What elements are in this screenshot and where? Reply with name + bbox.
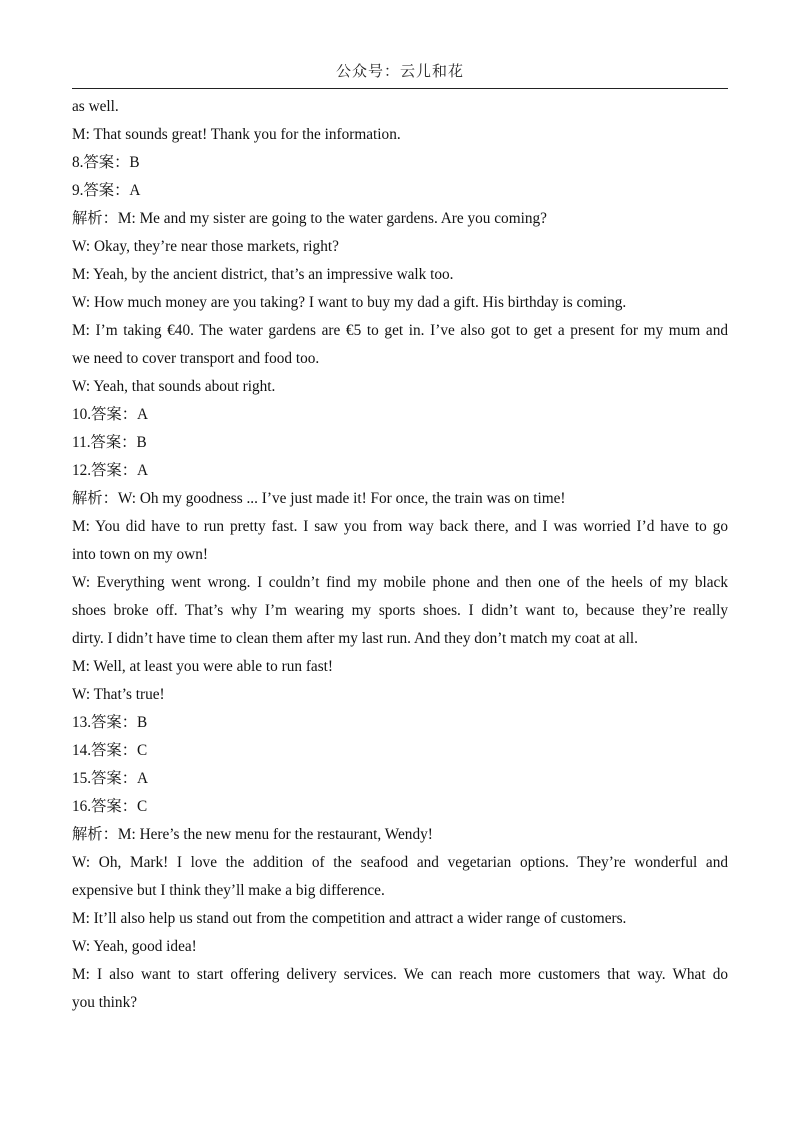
text-line: 16.答案：C	[72, 798, 148, 815]
text-line: W: Yeah, good idea!	[72, 938, 197, 955]
text-line: shoes broke off. That’s why I’m wearing my sports shoes. I didn’t want to, because they’re really	[72, 602, 728, 619]
text-line: 14.答案：C	[72, 742, 148, 759]
text-line: as well.	[72, 98, 119, 115]
text-line: 解析：W: Oh my goodness ... I’ve just made it! For once, the train was on time!	[72, 490, 566, 507]
text-line: M: It’ll also help us stand out from the competition and attract a wider range of customers.	[72, 910, 627, 927]
text-line: W: Okay, they’re near those markets, right?	[72, 238, 339, 255]
text-line: W: That’s true!	[72, 686, 165, 703]
text-line: 8.答案：B	[72, 154, 140, 171]
header-divider	[72, 88, 728, 89]
text-line: M: Yeah, by the ancient district, that’s an impressive walk too.	[72, 266, 454, 283]
text-line: W: How much money are you taking? I want to buy my dad a gift. His birthday is coming.	[72, 294, 627, 311]
text-line: we need to cover transport and food too.	[72, 350, 320, 367]
document-body	[72, 93, 728, 1017]
text-line: 15.答案：A	[72, 770, 149, 787]
text-line: M: I’m taking €40. The water gardens are €5 to get in. I’ve also got to get a present for my mum and	[72, 322, 728, 339]
text-line: M: Well, at least you were able to run fast!	[72, 658, 334, 675]
text-line: 解析：M: Here’s the new menu for the restaurant, Wendy!	[72, 826, 433, 843]
text-line: you think?	[72, 994, 138, 1011]
text-line: W: Everything went wrong. I couldn’t find my mobile phone and then one of the heels of my black	[72, 574, 728, 591]
text-line: expensive but I think they’ll make a big difference.	[72, 882, 385, 899]
page-header-title: 公众号：云儿和花	[335, 62, 464, 80]
text-line: W: Yeah, that sounds about right.	[72, 378, 276, 395]
text-line: 解析：M: Me and my sister are going to the water gardens. Are you coming?	[72, 210, 547, 227]
text-line: 12.答案：A	[72, 462, 149, 479]
text-line: dirty. I didn’t have time to clean them after my last run. And they don’t match my coat at all.	[72, 630, 638, 647]
text-line: M: You did have to run pretty fast. I saw you from way back there, and I was worried I’d have to go	[72, 518, 728, 535]
text-line: 9.答案：A	[72, 182, 141, 199]
text-line: into town on my own!	[72, 546, 208, 563]
text-line: 13.答案：B	[72, 714, 148, 731]
text-line: M: That sounds great! Thank you for the information.	[72, 126, 401, 143]
text-line: 10.答案：A	[72, 406, 149, 423]
text-line: 11.答案：B	[72, 434, 147, 451]
text-line: M: I also want to start offering delivery services. We can reach more customers that way. What do	[72, 966, 728, 983]
text-line: W: Oh, Mark! I love the addition of the seafood and vegetarian options. They’re wonderful and	[72, 854, 728, 871]
